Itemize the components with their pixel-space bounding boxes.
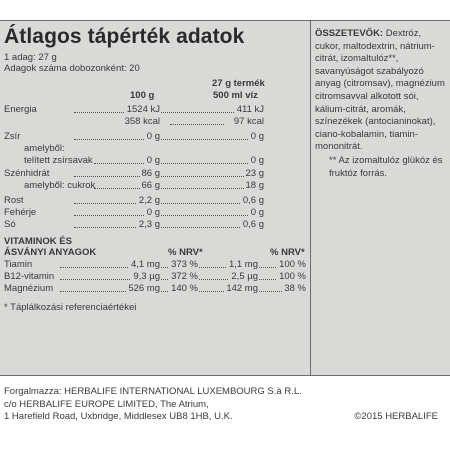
nutrient-value-serving-carbs: 23 g (245, 168, 264, 179)
leader-dots (94, 188, 262, 189)
nutrient-value-100g-fibre: 2,2 g (138, 195, 160, 206)
nutrient-value-100g-carbs: 86 g (141, 168, 160, 179)
nutrition-panel (0, 20, 450, 376)
vitamin-p1-1: 372 % (171, 271, 198, 282)
nutrient-value-100g-energy: 1524 kJ (126, 104, 160, 115)
page-title: Átlagos tápérték adatok (4, 25, 245, 48)
servings-per-container: Adagok száma dobozonként: 20 (4, 63, 140, 74)
nutrient-value-100g-sugars: 66 g (141, 180, 160, 191)
vitamin-p1-0: 373 % (171, 259, 198, 270)
ingredients-text: Dextróz, cukor, maltodextrin, nátrium-citrát, izomaltulóz**, savanyúságot szabályozó anyag (citromsav), magnézium citromsavval alkotott sói, kálium-citrát, aromák, színezékek (antocianinokat), ciano-kobalamin, tiamin-mononitrát. (315, 28, 445, 153)
nutrient-value-serving-energy_kcal: 97 kcal (233, 116, 264, 127)
leader-dots (170, 124, 224, 125)
vitamin-v1-2: 526 mg (128, 283, 160, 294)
vitamin-label-0: Tiamin (4, 259, 33, 270)
vitamin-label-2: Magnézium (4, 283, 54, 294)
footer (4, 386, 302, 424)
nutrient-label-saturated: telített zsírsavak (24, 155, 93, 166)
nutrient-value-serving-sugars: 18 g (245, 180, 264, 191)
serving-size: 1 adag: 27 g (4, 52, 57, 63)
vitamin-p2-2: 38 % (284, 283, 306, 294)
vitamin-v2-0: 1,1 mg (228, 259, 258, 270)
leader-dots (74, 215, 262, 216)
nutrient-value-serving-salt: 0,6 g (242, 219, 264, 230)
nutrient-label-sugars: amelyből: cukrok (24, 180, 96, 191)
vitamins-header: VITAMINOK ÉS (4, 236, 72, 247)
ingredients-note (315, 155, 447, 180)
nutrient-value-100g-protein: 0 g (146, 207, 160, 218)
footer-company: c/o HERBALIFE EUROPE LIMITED, The Atrium, (4, 398, 209, 410)
nrv-header-serving: % NRV* (270, 247, 305, 258)
nutrient-value-serving-fat: 0 g (250, 131, 264, 142)
column-header-100g: 100 g (130, 90, 155, 101)
leader-dots (74, 139, 262, 140)
copyright: ©2015 HERBALIFE (354, 411, 438, 422)
nutrient-label-of_which_1: amelyből: (24, 143, 65, 154)
nutrient-label-fibre: Rost (4, 195, 24, 206)
nrv-footnote: * Táplálkozási referenciaértékei (4, 302, 137, 313)
footer-distributor: Forgalmazza: HERBALIFE INTERNATIONAL LUXEMBOURG S.à R.L. (4, 386, 302, 397)
minerals-header: ÁSVÁNYI ANYAGOK (4, 247, 97, 258)
nutrient-value-serving-saturated: 0 g (250, 155, 264, 166)
nutrient-label-protein: Fehérje (4, 207, 37, 218)
vitamin-v2-2: 142 mg (226, 283, 258, 294)
column-divider (310, 21, 311, 375)
leader-dots (94, 163, 262, 164)
vitamin-p2-0: 100 % (279, 259, 306, 270)
footer-address: 1 Harefield Road, Uxbridge, Middlesex UB8 1HB, U.K. (4, 411, 233, 423)
ingredients-block (315, 28, 447, 180)
nutrient-label-salt: Só (4, 219, 16, 230)
column-header-serving: 27 g termék (212, 78, 265, 89)
ingredients-note-text: ** Az izomaltulóz glükóz és fruktóz forrás. (329, 154, 443, 179)
nutrient-label-energy: Energia (4, 104, 37, 115)
vitamin-label-1: B12-vitamin (4, 271, 55, 282)
vitamin-p1-2: 140 % (171, 283, 198, 294)
leader-dots (74, 227, 262, 228)
nutrient-value-serving-energy: 411 kJ (236, 104, 264, 115)
nutrient-value-serving-protein: 0 g (250, 207, 264, 218)
nutrient-label-fat: Zsír (4, 131, 21, 142)
vitamin-v1-0: 4,1 mg (130, 259, 160, 270)
vitamin-v2-1: 2,5 µg (231, 271, 258, 282)
nutrient-label-carbs: Szénhidrát (4, 168, 50, 179)
ingredients-heading: ÖSSZETEVŐK: (315, 28, 384, 39)
vitamin-v1-1: 9,3 µg (133, 271, 160, 282)
leader-dots (74, 203, 262, 204)
nutrient-value-100g-energy_kcal: 358 kcal (124, 116, 160, 127)
nrv-header-100g: % NRV* (168, 247, 203, 258)
vitamin-p2-1: 100 % (279, 271, 306, 282)
column-header-water: 500 ml víz (213, 90, 258, 101)
leader-dots (74, 176, 262, 177)
nutrient-value-100g-salt: 2,3 g (138, 219, 160, 230)
nutrient-value-serving-fibre: 0,6 g (242, 195, 264, 206)
nutrient-value-100g-saturated: 0 g (146, 155, 160, 166)
nutrient-value-100g-fat: 0 g (146, 131, 160, 142)
